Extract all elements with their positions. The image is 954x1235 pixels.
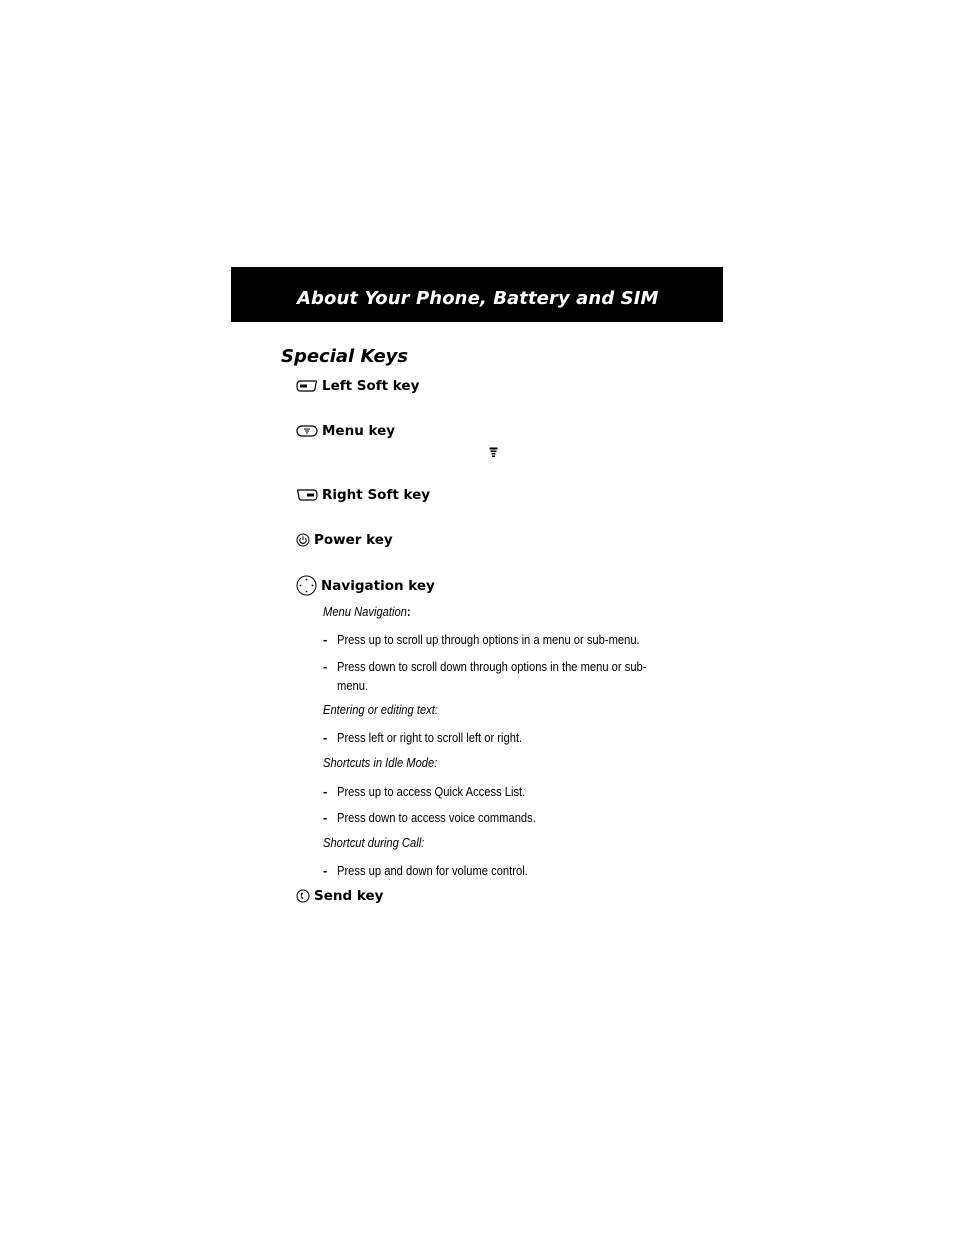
menu-key-icon [296,424,318,438]
right-soft-key-row [296,487,430,503]
bullet-dash: - [323,659,328,674]
list-item-text: Press left or right to scroll left or right. [337,730,523,745]
left-soft-key-icon [296,379,318,393]
menu-navigation-heading-text: Menu Navigation [323,604,407,619]
menu-navigation-heading [323,604,411,619]
list-item-text: Press down to scroll down through options in the menu or sub-menu. [337,659,647,693]
bullet-dash: - [323,632,328,647]
list-item-text: Press down to access voice commands. [337,810,536,825]
list-item-text: Press up to access Quick Access List. [337,784,526,799]
power-key-label: Power key [314,532,393,548]
bullet-dash: - [323,784,328,799]
send-key-icon [296,889,310,903]
bullet-dash: - [323,810,328,825]
menu-key-row [296,423,395,439]
power-key-row [296,532,393,548]
navigation-key-label: Navigation key [321,577,435,594]
bullet-dash: - [323,863,328,878]
idle-shortcuts-heading: Shortcuts in Idle Mode: [323,755,438,770]
list-item-text: Press up and down for volume control. [337,863,528,878]
navigation-key-row [296,575,435,596]
left-soft-key-label: Left Soft key [322,378,420,394]
chapter-title: About Your Phone, Battery and SIM [297,288,659,309]
bullet-dash: - [323,730,328,745]
chapter-header-bar [231,267,723,322]
menu-key-label: Menu key [322,423,396,439]
entering-text-heading: Entering or editing text: [323,702,438,717]
send-key-label: Send key [314,888,384,904]
menu-indicator-icon [489,445,498,463]
power-key-icon [296,533,310,547]
left-soft-key-row [296,378,419,394]
send-key-row [296,888,383,904]
navigation-key-icon [296,575,317,596]
right-soft-key-label: Right Soft key [322,487,431,503]
section-title: Special Keys [281,346,409,367]
list-item-text: Press up to scroll up through options in a menu or sub-menu. [337,632,640,647]
menu-navigation-heading-colon: : [406,604,411,619]
call-shortcut-heading: Shortcut during Call: [323,835,425,850]
right-soft-key-icon [296,488,318,502]
